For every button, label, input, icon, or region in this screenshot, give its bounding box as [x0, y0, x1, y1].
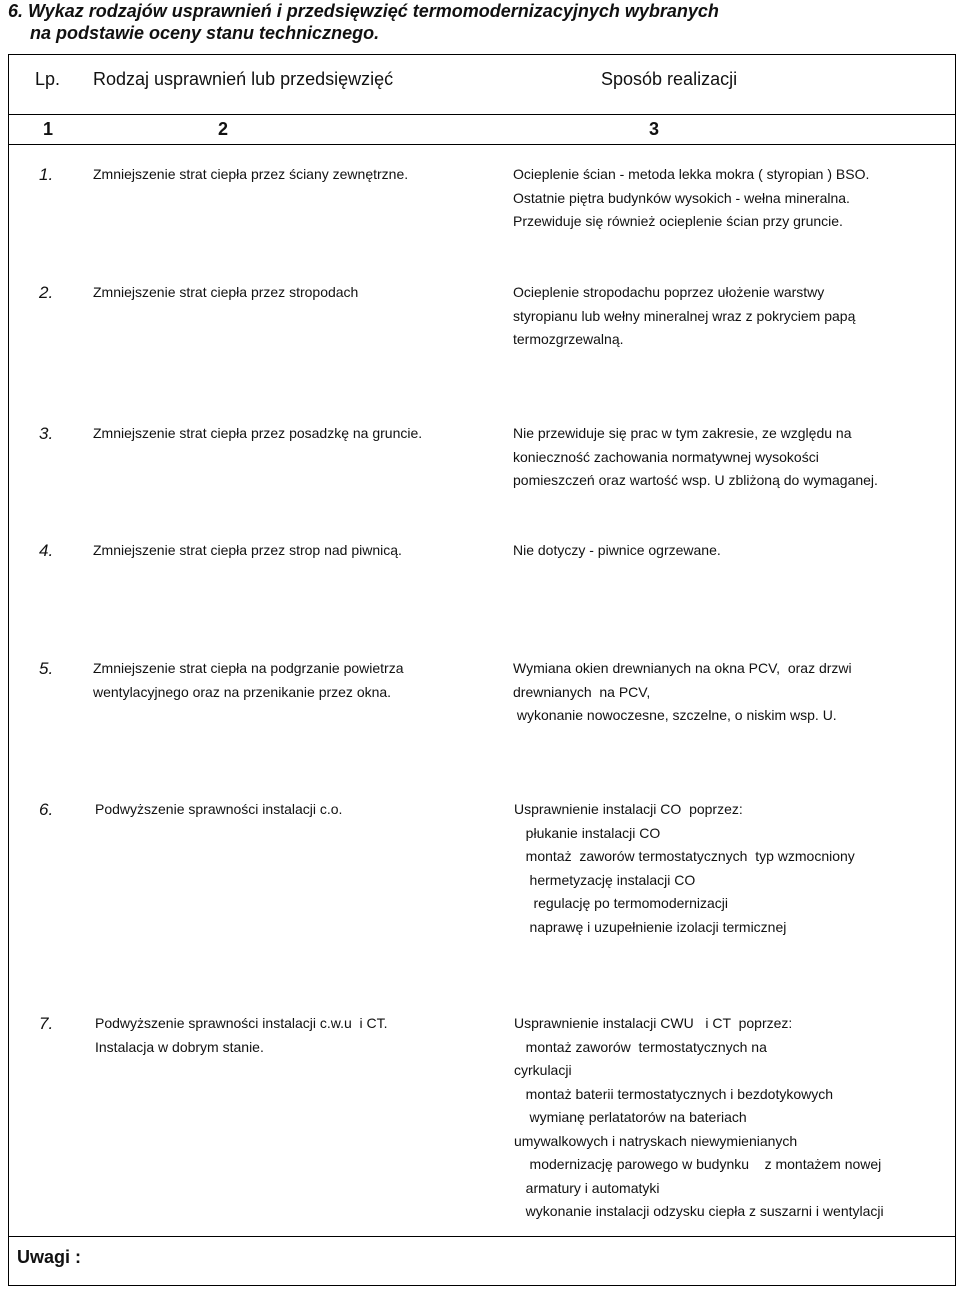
- header-type: Rodzaj usprawnień lub przedsięwzięć: [93, 69, 394, 89]
- row-1-method-line: Ostatnie piętra budynków wysokich - wełna mineralna.: [513, 189, 850, 206]
- row-1-method: [513, 163, 869, 234]
- row-1-type: [93, 163, 408, 187]
- row-5-method-line: drewnianych na PCV,: [513, 683, 651, 700]
- row-1-method-line: Przewiduje się również ocieplenie ścian przy gruncie.: [513, 213, 843, 229]
- row-6-method-line: hermetyzację instalacji CO: [514, 871, 696, 888]
- colnum-1: 1: [43, 119, 54, 139]
- row-6-method-line: montaż zaworów termostatycznych typ wzmocniony: [514, 848, 855, 864]
- row-3-method: [513, 422, 878, 493]
- document-title: [8, 0, 908, 44]
- row-7-type-line: Podwyższenie sprawności instalacji c.w.u i CT.: [95, 1015, 388, 1031]
- row-7-method-line: armatury i automatyki: [514, 1179, 660, 1196]
- title-line-1: 6. Wykaz rodzajów usprawnień i przedsięwzięć termomodernizacyjnych wybranych: [8, 1, 719, 21]
- row-2-type-line: Zmniejszenie strat ciepła przez stropodach: [93, 284, 359, 300]
- row-7-method-line: montaż baterii termostatycznych i bezdotykowych: [514, 1085, 834, 1102]
- row-7-method-line: wykonanie instalacji odzysku ciepła z suszarni i wentylacji: [514, 1203, 884, 1219]
- header-rule: [9, 114, 955, 115]
- row-5-method-line: Wymiana okien drewnianych na okna PCV, oraz drzwi: [513, 660, 852, 676]
- row-5-method: [513, 657, 852, 728]
- row-5-method-line: wykonanie nowoczesne, szczelne, o niskim wsp. U.: [513, 707, 837, 723]
- row-3-method-line: Nie przewiduje się prac w tym zakresie, ze względu na: [513, 425, 852, 441]
- row-2-method: [513, 281, 855, 352]
- row-4-lp: 4.: [39, 541, 54, 560]
- row-5-lp: 5.: [39, 659, 54, 678]
- row-1-lp: 1.: [39, 165, 54, 184]
- colnum-3: 3: [649, 119, 660, 139]
- row-7-type: [95, 1012, 388, 1059]
- row-6-method-line: płukanie instalacji CO: [514, 824, 661, 841]
- row-2-lp: 2.: [39, 283, 54, 302]
- row-7-method-line: Usprawnienie instalacji CWU i CT poprzez:: [514, 1015, 793, 1031]
- row-1-method-line: Ocieplenie ścian - metoda lekka mokra ( styropian ) BSO.: [513, 166, 870, 182]
- row-5-type-line: wentylacyjnego oraz na przenikanie przez okna.: [93, 683, 392, 700]
- row-5-type-line: Zmniejszenie strat ciepła na podgrzanie powietrza: [93, 660, 404, 676]
- row-7-method: [514, 1012, 884, 1224]
- row-4-method-line: Nie dotyczy - piwnice ogrzewane.: [513, 542, 721, 558]
- header-lp: Lp.: [35, 69, 61, 89]
- row-7-method-line: modernizację parowego w budynku z montażem nowej: [514, 1156, 882, 1172]
- row-7-method-line: wymianę perlatatorów na bateriach: [514, 1109, 747, 1125]
- row-4-type-line: Zmniejszenie strat ciepła przez strop nad piwnicą.: [93, 542, 402, 558]
- row-6-type: [95, 798, 342, 822]
- row-3-lp: 3.: [39, 424, 54, 443]
- row-7-lp: 7.: [39, 1014, 54, 1033]
- row-7-method-line: montaż zaworów termostatycznych na: [514, 1038, 767, 1055]
- row-7-type-line: Instalacja w dobrym stanie.: [95, 1038, 264, 1055]
- row-3-method-line: konieczność zachowania normatywnej wysokości: [513, 448, 819, 465]
- row-6-method-line: regulację po termomodernizacji: [514, 895, 728, 911]
- header-method: Sposób realizacji: [601, 69, 738, 89]
- row-6-type-line: Podwyższenie sprawności instalacji c.o.: [95, 801, 343, 817]
- row-2-method-line: styropianu lub wełny mineralnej wraz z pokryciem papą: [513, 307, 856, 324]
- row-4-method: [513, 539, 721, 563]
- remarks-rule: [9, 1236, 955, 1237]
- row-2-type: [93, 281, 358, 305]
- row-1-type-line: Zmniejszenie strat ciepła przez ściany zewnętrzne.: [93, 166, 409, 182]
- colnum-rule: [9, 144, 955, 145]
- row-6-method-line: Usprawnienie instalacji CO poprzez:: [514, 801, 743, 817]
- row-2-method-line: termozgrzewalną.: [513, 331, 624, 347]
- row-2-method-line: Ocieplenie stropodachu poprzez ułożenie warstwy: [513, 284, 825, 300]
- remarks-label: Uwagi :: [17, 1247, 82, 1267]
- title-line-2: na podstawie oceny stanu technicznego.: [30, 23, 380, 43]
- row-7-method-line: umywalkowych i natryskach niewymienianych: [514, 1132, 798, 1149]
- row-6-lp: 6.: [39, 800, 54, 819]
- row-4-type: [93, 539, 402, 563]
- colnum-2: 2: [218, 119, 229, 139]
- row-3-method-line: pomieszczeń oraz wartość wsp. U zbliżoną do wymaganej.: [513, 472, 878, 488]
- row-6-method: [514, 798, 855, 939]
- row-3-type: [93, 422, 422, 446]
- row-5-type: [93, 657, 404, 704]
- row-7-method-line: cyrkulacji: [514, 1062, 572, 1078]
- row-3-type-line: Zmniejszenie strat ciepła przez posadzkę na gruncie.: [93, 425, 423, 441]
- row-6-method-line: naprawę i uzupełnienie izolacji termicznej: [514, 918, 787, 935]
- measures-table: [8, 54, 956, 1286]
